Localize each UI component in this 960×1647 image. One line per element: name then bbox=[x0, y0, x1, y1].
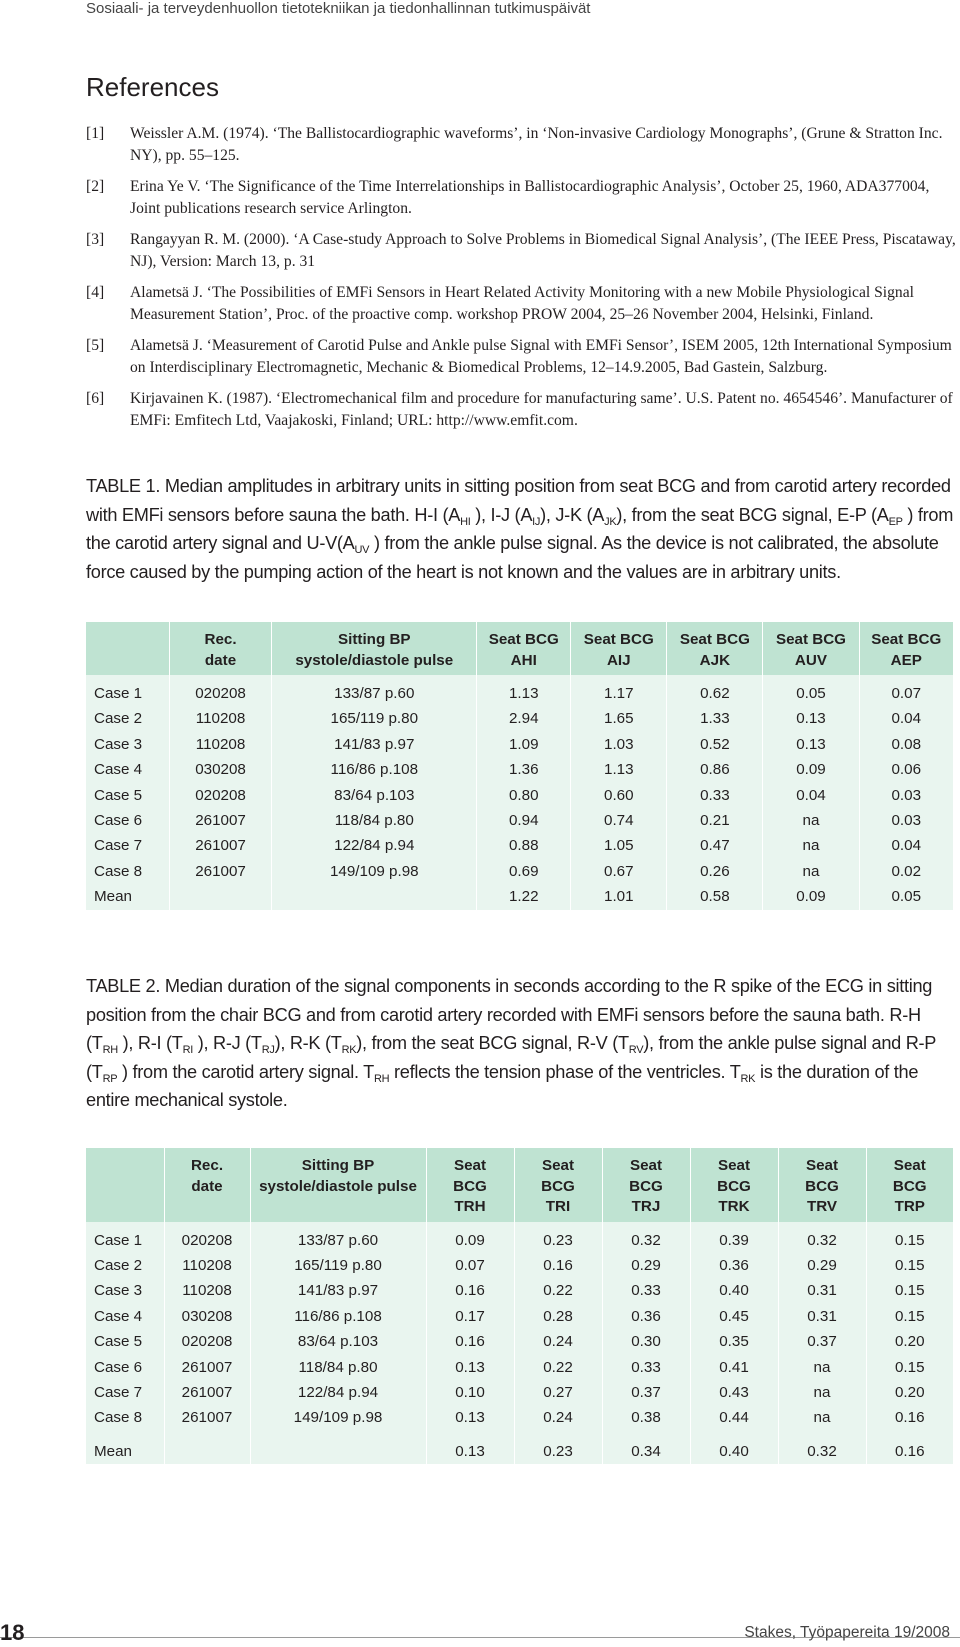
column-header bbox=[86, 1148, 164, 1222]
table-cell: 116/86 p.108 bbox=[250, 1304, 426, 1329]
column-header bbox=[477, 622, 571, 675]
column-header-line: BCG bbox=[629, 1177, 663, 1195]
caption-text: ), I-J (A bbox=[470, 504, 533, 525]
table-cell: 0.24 bbox=[514, 1405, 602, 1430]
table-cell: 0.35 bbox=[690, 1329, 778, 1354]
column-header bbox=[514, 1148, 602, 1222]
table-cell: 122/84 p.94 bbox=[250, 1380, 426, 1405]
table-cell: 0.31 bbox=[778, 1304, 866, 1329]
caption-subscript: RI bbox=[182, 1044, 193, 1056]
caption-subscript: HI bbox=[460, 515, 471, 528]
table-cell: 0.27 bbox=[514, 1380, 602, 1405]
table-cell: 0.15 bbox=[866, 1253, 953, 1278]
column-header-line: TRP bbox=[894, 1198, 925, 1215]
table-cell: 110208 bbox=[164, 1253, 250, 1278]
table-cell: 0.36 bbox=[690, 1253, 778, 1278]
table-cell: 0.41 bbox=[690, 1355, 778, 1380]
row-label: Mean bbox=[94, 888, 132, 906]
table-cell: 261007 bbox=[169, 859, 272, 884]
column-header bbox=[763, 622, 859, 675]
table1-caption bbox=[86, 472, 956, 586]
table-cell: 0.32 bbox=[602, 1222, 690, 1253]
column-header-line: Seat BCG bbox=[871, 631, 942, 648]
column-header-line: TRH bbox=[454, 1198, 486, 1215]
table-cell: 0.23 bbox=[514, 1222, 602, 1253]
row-label: Case 4 bbox=[94, 761, 143, 779]
table-cell: 0.16 bbox=[426, 1329, 514, 1354]
table-cell: 0.80 bbox=[477, 783, 571, 808]
column-header-line: TRK bbox=[718, 1198, 750, 1215]
references-title: References bbox=[86, 72, 219, 102]
amplitude-table bbox=[86, 622, 953, 910]
table-cell: 83/64 p.103 bbox=[250, 1329, 426, 1354]
column-header-line: date bbox=[204, 651, 237, 669]
reference-text: Erina Ye V. ‘The Significance of the Time Interrelationships in Ballistocardiographic Analysis’, October 25, 1960, ADA377004, Joint publications research service Arlington. bbox=[130, 178, 930, 217]
reference-item bbox=[86, 123, 956, 166]
table-row bbox=[86, 1278, 953, 1303]
table-cell: na bbox=[778, 1380, 866, 1405]
table-row bbox=[86, 808, 953, 833]
reference-item bbox=[86, 388, 956, 431]
column-header bbox=[778, 1148, 866, 1222]
column-header-line: Rec. bbox=[204, 631, 237, 648]
header-row bbox=[86, 1148, 953, 1222]
row-label: Case 6 bbox=[94, 812, 143, 830]
caption-subscript: RK bbox=[740, 1072, 756, 1085]
caption-subscript: RK bbox=[341, 1044, 357, 1056]
table-cell: 1.13 bbox=[477, 675, 571, 706]
table-cell: 0.13 bbox=[426, 1355, 514, 1380]
table-cell: 0.86 bbox=[667, 757, 763, 782]
table-cell: 0.28 bbox=[514, 1304, 602, 1329]
column-header-line bbox=[88, 1197, 162, 1218]
table-row bbox=[86, 1222, 953, 1253]
reference-text: Alametsä J. ‘Measurement of Carotid Pulse and Ankle pulse Signal with EMFi Sensor’, ISEM 2005, 12th International Symposium on Interdisciplinary Electromagnetic, Mechanic & Biomedical Problems, 12–14.9.2005, Bad Gastein, Salzburg. bbox=[130, 337, 952, 376]
table-cell: 0.15 bbox=[866, 1222, 953, 1253]
caption-subscript: RH bbox=[374, 1072, 390, 1085]
table-cell: 83/64 p.103 bbox=[272, 783, 477, 808]
row-label: Case 7 bbox=[94, 1383, 143, 1401]
table-cell: 1.13 bbox=[571, 757, 667, 782]
table-cell: 0.04 bbox=[859, 706, 953, 731]
table-cell: 0.44 bbox=[690, 1405, 778, 1430]
table-row bbox=[86, 1253, 953, 1278]
caption-text: ), from the seat BCG signal, R-V (T bbox=[356, 1033, 629, 1053]
table-cell: 0.13 bbox=[763, 732, 859, 757]
column-header bbox=[169, 622, 272, 675]
table-body bbox=[86, 1222, 953, 1465]
table-cell: 0.03 bbox=[859, 783, 953, 808]
table-cell: 0.22 bbox=[514, 1355, 602, 1380]
table-cell: 261007 bbox=[169, 808, 272, 833]
row-label: Case 8 bbox=[94, 1409, 143, 1427]
table-cell: 0.09 bbox=[426, 1222, 514, 1253]
table-cell: 110208 bbox=[169, 706, 272, 731]
table-cell: 0.24 bbox=[514, 1329, 602, 1354]
column-header-line: Seat bbox=[805, 1157, 839, 1174]
reference-number: [5] bbox=[86, 337, 105, 354]
row-label: Case 5 bbox=[94, 786, 143, 804]
caption-text: TABLE 1. Median amplitudes in arbitrary units in sitting position from seat BCG and from carotid artery recorded with EMFi sensors before sauna the bath. H-I (A bbox=[86, 476, 951, 525]
row-label: Case 3 bbox=[94, 1282, 143, 1300]
caption-text: is the duration of the entire mechanical systole. bbox=[86, 1061, 919, 1110]
column-header bbox=[667, 622, 763, 675]
table-cell: 0.29 bbox=[602, 1253, 690, 1278]
column-header-line: Seat bbox=[541, 1157, 575, 1174]
caption-text: ) from the carotid artery signal. T bbox=[117, 1061, 374, 1082]
table-cell: 0.37 bbox=[602, 1380, 690, 1405]
header-row bbox=[86, 622, 953, 675]
row-label: Case 6 bbox=[94, 1358, 143, 1376]
table-row bbox=[86, 884, 953, 909]
row-label: Mean bbox=[94, 1442, 132, 1460]
table-cell: na bbox=[763, 833, 859, 858]
column-header-line: Sitting BP bbox=[338, 631, 411, 648]
table-cell: 0.33 bbox=[602, 1278, 690, 1303]
table-cell: 1.17 bbox=[571, 675, 667, 706]
table-cell: 0.02 bbox=[859, 859, 953, 884]
table-cell: 1.09 bbox=[477, 732, 571, 757]
table-cell: 020208 bbox=[169, 675, 272, 706]
column-header-line: AEP bbox=[890, 651, 922, 669]
table-cell: 0.05 bbox=[859, 884, 953, 909]
table-cell: 0.07 bbox=[859, 675, 953, 706]
table-cell: 0.62 bbox=[667, 675, 763, 706]
duration-table bbox=[86, 1148, 953, 1464]
caption-subscript: EP bbox=[888, 515, 903, 528]
reference-number: [1] bbox=[86, 125, 105, 142]
table-cell: 0.88 bbox=[477, 833, 571, 858]
table-cell: 0.17 bbox=[426, 1304, 514, 1329]
column-header-line bbox=[88, 1156, 162, 1177]
column-header-line bbox=[253, 1197, 424, 1218]
row-label: Case 1 bbox=[94, 1231, 143, 1249]
table-cell: 0.15 bbox=[866, 1355, 953, 1380]
table-cell: 0.20 bbox=[866, 1329, 953, 1354]
column-header-line bbox=[167, 1197, 248, 1218]
column-header bbox=[690, 1148, 778, 1222]
table-cell: 0.52 bbox=[667, 732, 763, 757]
table-cell: 0.39 bbox=[690, 1222, 778, 1253]
table-cell: 0.13 bbox=[763, 706, 859, 731]
reference-number: [2] bbox=[86, 178, 105, 195]
caption-subscript: RH bbox=[102, 1044, 118, 1056]
table-cell: 0.16 bbox=[866, 1405, 953, 1430]
table-cell: 0.45 bbox=[690, 1304, 778, 1329]
column-header bbox=[571, 622, 667, 675]
table-cell: 0.37 bbox=[778, 1329, 866, 1354]
caption-text: reflects the tension phase of the ventricles. T bbox=[389, 1061, 741, 1082]
column-header-line: BCG bbox=[717, 1177, 751, 1195]
reference-number: [4] bbox=[86, 284, 105, 301]
table-cell: 133/87 p.60 bbox=[272, 675, 477, 706]
table-cell: 0.40 bbox=[690, 1278, 778, 1303]
column-header-line: Seat BCG bbox=[583, 631, 654, 648]
column-header-line: BCG bbox=[453, 1177, 487, 1195]
table-cell: 0.69 bbox=[477, 859, 571, 884]
table-cell: 0.33 bbox=[602, 1355, 690, 1380]
table-cell: 1.01 bbox=[571, 884, 667, 909]
column-header-line: date bbox=[191, 1177, 223, 1195]
table-cell: 0.32 bbox=[778, 1431, 866, 1464]
table-cell bbox=[164, 1431, 250, 1464]
column-header bbox=[272, 622, 477, 675]
column-header-line bbox=[88, 630, 167, 651]
table-cell: 0.04 bbox=[763, 783, 859, 808]
table-header bbox=[86, 622, 953, 675]
table-row bbox=[86, 706, 953, 731]
table-cell: 0.20 bbox=[866, 1380, 953, 1405]
table-cell: na bbox=[778, 1405, 866, 1430]
row-label: Case 1 bbox=[94, 685, 143, 702]
table-cell: 0.15 bbox=[866, 1304, 953, 1329]
table-cell: 0.21 bbox=[667, 808, 763, 833]
table-cell: 122/84 p.94 bbox=[272, 833, 477, 858]
table-cell: 110208 bbox=[169, 732, 272, 757]
column-header-line: Seat BCG bbox=[775, 631, 846, 648]
table-cell: 020208 bbox=[164, 1222, 250, 1253]
table-cell: 0.04 bbox=[859, 833, 953, 858]
table-cell: 118/84 p.80 bbox=[272, 808, 477, 833]
table-cell: 020208 bbox=[164, 1329, 250, 1354]
caption-subscript: JK bbox=[604, 515, 617, 528]
column-header-line: Seat bbox=[717, 1157, 751, 1174]
table-cell: 165/119 p.80 bbox=[250, 1253, 426, 1278]
table-cell: 0.15 bbox=[866, 1278, 953, 1303]
column-header-line: AIJ bbox=[606, 651, 631, 669]
table-cell: 0.58 bbox=[667, 884, 763, 909]
table-cell: 0.40 bbox=[690, 1431, 778, 1464]
column-header-line: BCG bbox=[892, 1177, 927, 1195]
table-cell bbox=[272, 884, 477, 909]
column-header-line: BCG bbox=[541, 1177, 575, 1195]
table-cell: 0.09 bbox=[763, 884, 859, 909]
table-row bbox=[86, 1355, 953, 1380]
table-cell: 0.23 bbox=[514, 1431, 602, 1464]
table-cell: 1.05 bbox=[571, 833, 667, 858]
caption-text: ) from the ankle pulse signal. As the device is not calibrated, the absolute force caused by the pumping action of the heart is not known and the values are in arbitrary units. bbox=[86, 533, 939, 582]
reference-text: Alametsä J. ‘The Possibilities of EMFi Sensors in Heart Related Activity Monitoring with a new Mobile Physiological Signal Measurement Station’, Proc. of the proactive comp. workshop PROW 2004, 25–26 November 2004, Helsinki, Finland. bbox=[130, 284, 914, 323]
reference-item bbox=[86, 282, 956, 325]
table-cell: 261007 bbox=[164, 1405, 250, 1430]
footer-source: Stakes, Työpapereita 19/2008 bbox=[744, 1624, 950, 1641]
table-cell: 1.22 bbox=[477, 884, 571, 909]
table-cell: 0.22 bbox=[514, 1278, 602, 1303]
caption-subscript: IJ bbox=[532, 515, 541, 528]
row-label: Case 4 bbox=[94, 1307, 143, 1325]
reference-item bbox=[86, 176, 956, 219]
table-cell: 0.10 bbox=[426, 1380, 514, 1405]
table-header bbox=[86, 1148, 953, 1222]
table-cell: 0.26 bbox=[667, 859, 763, 884]
column-header-line: AJK bbox=[699, 651, 731, 669]
page-number: 18 bbox=[0, 1620, 25, 1645]
table-row bbox=[86, 1329, 953, 1354]
table-cell: na bbox=[763, 808, 859, 833]
column-header-line: Seat bbox=[453, 1157, 487, 1174]
table-cell: 0.60 bbox=[571, 783, 667, 808]
table-cell: 0.31 bbox=[778, 1278, 866, 1303]
table-row bbox=[86, 732, 953, 757]
table-cell: 0.33 bbox=[667, 783, 763, 808]
column-header-line: Seat bbox=[629, 1157, 663, 1174]
table-cell: 0.16 bbox=[866, 1431, 953, 1464]
column-header-line: TRJ bbox=[631, 1198, 661, 1215]
table-cell bbox=[250, 1431, 426, 1464]
table-cell: 0.36 bbox=[602, 1304, 690, 1329]
row-label: Case 5 bbox=[94, 1333, 143, 1351]
caption-subscript: RJ bbox=[261, 1044, 275, 1056]
reference-list bbox=[86, 123, 956, 441]
column-header bbox=[164, 1148, 250, 1222]
column-header-line: TRV bbox=[806, 1198, 838, 1215]
table-row bbox=[86, 833, 953, 858]
column-header bbox=[86, 622, 169, 675]
table-cell: 118/84 p.80 bbox=[250, 1355, 426, 1380]
table-cell: 149/109 p.98 bbox=[250, 1405, 426, 1430]
column-header-line: systole/diastole pulse bbox=[259, 1177, 417, 1195]
table-cell: 0.16 bbox=[514, 1253, 602, 1278]
caption-text: ), R-I (T bbox=[117, 1033, 183, 1053]
caption-subscript: RP bbox=[102, 1072, 118, 1085]
reference-text: Weissler A.M. (1974). ‘The Ballistocardiographic waveforms’, in ‘Non-invasive Cardiology Monographs’, (Grune & Stratton Inc. NY), pp. 55–125. bbox=[130, 125, 943, 164]
table-cell: 141/83 p.97 bbox=[250, 1278, 426, 1303]
column-header-line: BCG bbox=[805, 1177, 839, 1195]
table-row bbox=[86, 757, 953, 782]
table-cell: 110208 bbox=[164, 1278, 250, 1303]
table-cell: 0.67 bbox=[571, 859, 667, 884]
table-cell: 0.29 bbox=[778, 1253, 866, 1278]
table-cell: 0.03 bbox=[859, 808, 953, 833]
column-header bbox=[250, 1148, 426, 1222]
caption-text: ), from the ankle pulse signal and R-P (T bbox=[86, 1033, 936, 1082]
column-header-line: Rec. bbox=[190, 1157, 224, 1174]
reference-number: [6] bbox=[86, 390, 105, 407]
table-cell: 133/87 p.60 bbox=[250, 1222, 426, 1253]
caption-text: ), from the seat BCG signal, E-P (A bbox=[616, 504, 889, 525]
table-cell: 0.08 bbox=[859, 732, 953, 757]
table-cell: na bbox=[763, 859, 859, 884]
column-header-line: Sitting BP bbox=[301, 1157, 375, 1174]
column-header bbox=[866, 1148, 953, 1222]
column-header-line: AUV bbox=[794, 651, 827, 669]
row-label: Case 2 bbox=[94, 710, 143, 728]
table-row bbox=[86, 1304, 953, 1329]
column-header-line: Seat bbox=[893, 1157, 926, 1174]
column-header-line: Seat BCG bbox=[679, 631, 750, 648]
reference-text: Kirjavainen K. (1987). ‘Electromechanical film and procedure for manufacturing same’. U.S. Patent no. 4654546’. Manufacturer of EMFi: Emfitech Ltd, Vaajakoski, Finland; URL: http://www.emfit.com. bbox=[130, 390, 953, 429]
table-body bbox=[86, 675, 953, 910]
column-header-line: Seat BCG bbox=[488, 631, 559, 648]
table-cell: 0.16 bbox=[426, 1278, 514, 1303]
table-cell: na bbox=[778, 1355, 866, 1380]
table-cell: 0.30 bbox=[602, 1329, 690, 1354]
caption-text: ), R-J (T bbox=[192, 1033, 262, 1053]
table-cell: 0.47 bbox=[667, 833, 763, 858]
table-row bbox=[86, 1431, 953, 1464]
reference-number: [3] bbox=[86, 231, 105, 248]
table-cell: 1.65 bbox=[571, 706, 667, 731]
column-header bbox=[602, 1148, 690, 1222]
table-cell: 0.09 bbox=[763, 757, 859, 782]
table-cell: 149/109 p.98 bbox=[272, 859, 477, 884]
reference-item bbox=[86, 335, 956, 378]
table-cell: 165/119 p.80 bbox=[272, 706, 477, 731]
column-header-line bbox=[88, 1177, 162, 1198]
caption-text: ), R-K (T bbox=[274, 1033, 342, 1053]
table-row bbox=[86, 859, 953, 884]
caption-text: ), J-K (A bbox=[540, 504, 605, 525]
reference-item bbox=[86, 229, 956, 272]
table-cell: 116/86 p.108 bbox=[272, 757, 477, 782]
table-cell: 0.43 bbox=[690, 1380, 778, 1405]
row-label: Case 3 bbox=[94, 735, 143, 753]
running-head: Sosiaali- ja terveydenhuollon tietotekniikan ja tiedonhallinnan tutkimuspäivät bbox=[86, 0, 591, 17]
column-header-line: AHI bbox=[510, 651, 537, 669]
table-row bbox=[86, 675, 953, 706]
table-cell: 0.74 bbox=[571, 808, 667, 833]
table-cell: 0.38 bbox=[602, 1405, 690, 1430]
table2-caption bbox=[86, 972, 956, 1115]
table-row bbox=[86, 783, 953, 808]
column-header bbox=[859, 622, 953, 675]
table-cell: 0.32 bbox=[778, 1222, 866, 1253]
table-row bbox=[86, 1380, 953, 1405]
table-cell: 141/83 p.97 bbox=[272, 732, 477, 757]
table-cell: 261007 bbox=[164, 1380, 250, 1405]
row-label: Case 8 bbox=[94, 862, 143, 880]
table-cell: 0.06 bbox=[859, 757, 953, 782]
table-row bbox=[86, 1405, 953, 1430]
column-header-line: systole/diastole pulse bbox=[295, 651, 454, 669]
column-header-line: TRI bbox=[545, 1198, 571, 1215]
table-cell: 261007 bbox=[164, 1355, 250, 1380]
table-cell: 0.07 bbox=[426, 1253, 514, 1278]
table-cell: 030208 bbox=[169, 757, 272, 782]
table-cell: 0.34 bbox=[602, 1431, 690, 1464]
table-cell: 0.05 bbox=[763, 675, 859, 706]
table-cell: 1.36 bbox=[477, 757, 571, 782]
table-cell: 020208 bbox=[169, 783, 272, 808]
table-cell: 0.94 bbox=[477, 808, 571, 833]
column-header bbox=[426, 1148, 514, 1222]
caption-subscript: UV bbox=[354, 544, 370, 556]
table-cell: 0.13 bbox=[426, 1431, 514, 1464]
table-cell: 261007 bbox=[169, 833, 272, 858]
table-cell: 0.13 bbox=[426, 1405, 514, 1430]
table-cell: 030208 bbox=[164, 1304, 250, 1329]
row-label: Case 2 bbox=[94, 1256, 143, 1274]
reference-text: Rangayyan R. M. (2000). ‘A Case-study Approach to Solve Problems in Biomedical Signal Analysis’, (The IEEE Press, Piscataway, NJ), Version: March 13, p. 31 bbox=[130, 231, 956, 270]
column-header-line bbox=[88, 651, 167, 672]
table-cell bbox=[169, 884, 272, 909]
row-label: Case 7 bbox=[94, 837, 143, 855]
table-cell: 1.03 bbox=[571, 732, 667, 757]
table-cell: 1.33 bbox=[667, 706, 763, 731]
caption-text: TABLE 2. Median duration of the signal components in seconds according to the R spike of the ECG in sitting position from the chair BCG and from carotid artery recorded with EMFi sensors before the sauna bath. R-H (T bbox=[86, 976, 933, 1053]
caption-text: ) from the carotid artery signal and U-V(A bbox=[86, 504, 954, 553]
caption-subscript: RV bbox=[628, 1044, 644, 1056]
table-cell: 2.94 bbox=[477, 706, 571, 731]
